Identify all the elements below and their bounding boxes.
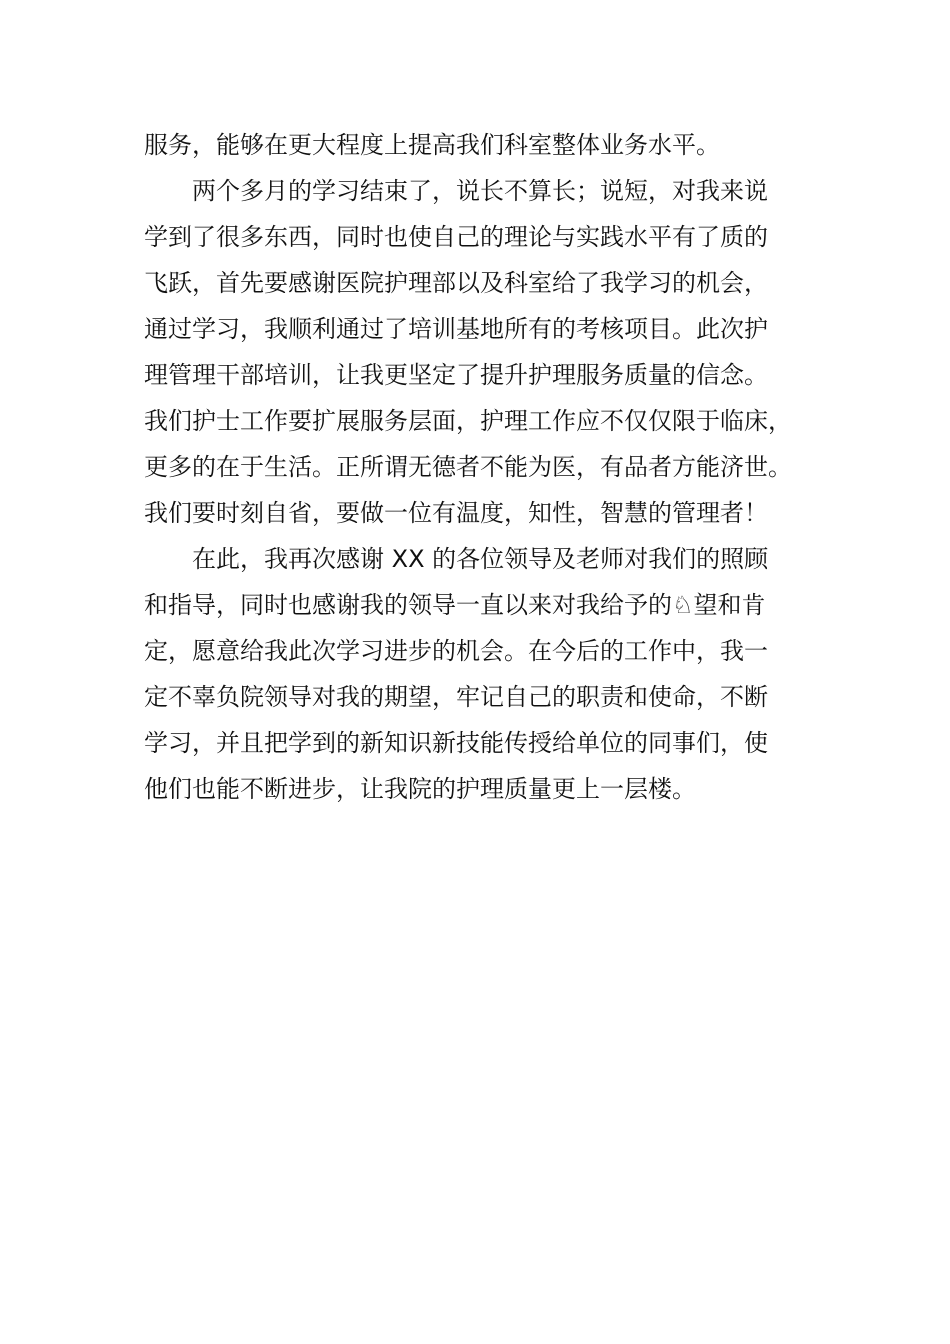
- text-line: 我们要时刻自省，要做一位有温度，知性，智慧的管理者！: [144, 499, 768, 527]
- text-line: 两个多月的学习结束了，说长不算长；说短，对我来说: [144, 177, 768, 205]
- text-line: 更多的在于生活。正所谓无德者不能为医，有品者方能济世。: [144, 453, 792, 481]
- text-line: 他们也能不断进步，让我院的护理质量更上一层楼。: [144, 775, 696, 803]
- text-line: 服务，能够在更大程度上提高我们科室整体业务水平。: [144, 131, 720, 159]
- text-line: 我们护士工作要扩展服务层面，护理工作应不仅仅限于临床，: [144, 407, 792, 435]
- text-line: 学习，并且把学到的新知识新技能传授给单位的同事们，使: [144, 729, 768, 757]
- text-line: 理管理干部培训，让我更坚定了提升护理服务质量的信念。: [144, 361, 768, 389]
- text-line: 和指导，同时也感谢我的领导一直以来对我给予的♘望和肯: [144, 591, 766, 619]
- text-line: 通过学习，我顺利通过了培训基地所有的考核项目。此次护: [144, 315, 768, 343]
- text-line: 定，愿意给我此次学习进步的机会。在今后的工作中，我一: [144, 637, 768, 665]
- body-text: [144, 122, 844, 812]
- text-line: 在此，我再次感谢 XX 的各位领导及老师对我们的照顾: [144, 545, 769, 573]
- text-line: 学到了很多东西，同时也使自己的理论与实践水平有了质的: [144, 223, 768, 251]
- text-line: 定不辜负院领导对我的期望，牢记自己的职责和使命，不断: [144, 683, 768, 711]
- text-line: 飞跃，首先要感谢医院护理部以及科室给了我学习的机会，: [144, 269, 768, 297]
